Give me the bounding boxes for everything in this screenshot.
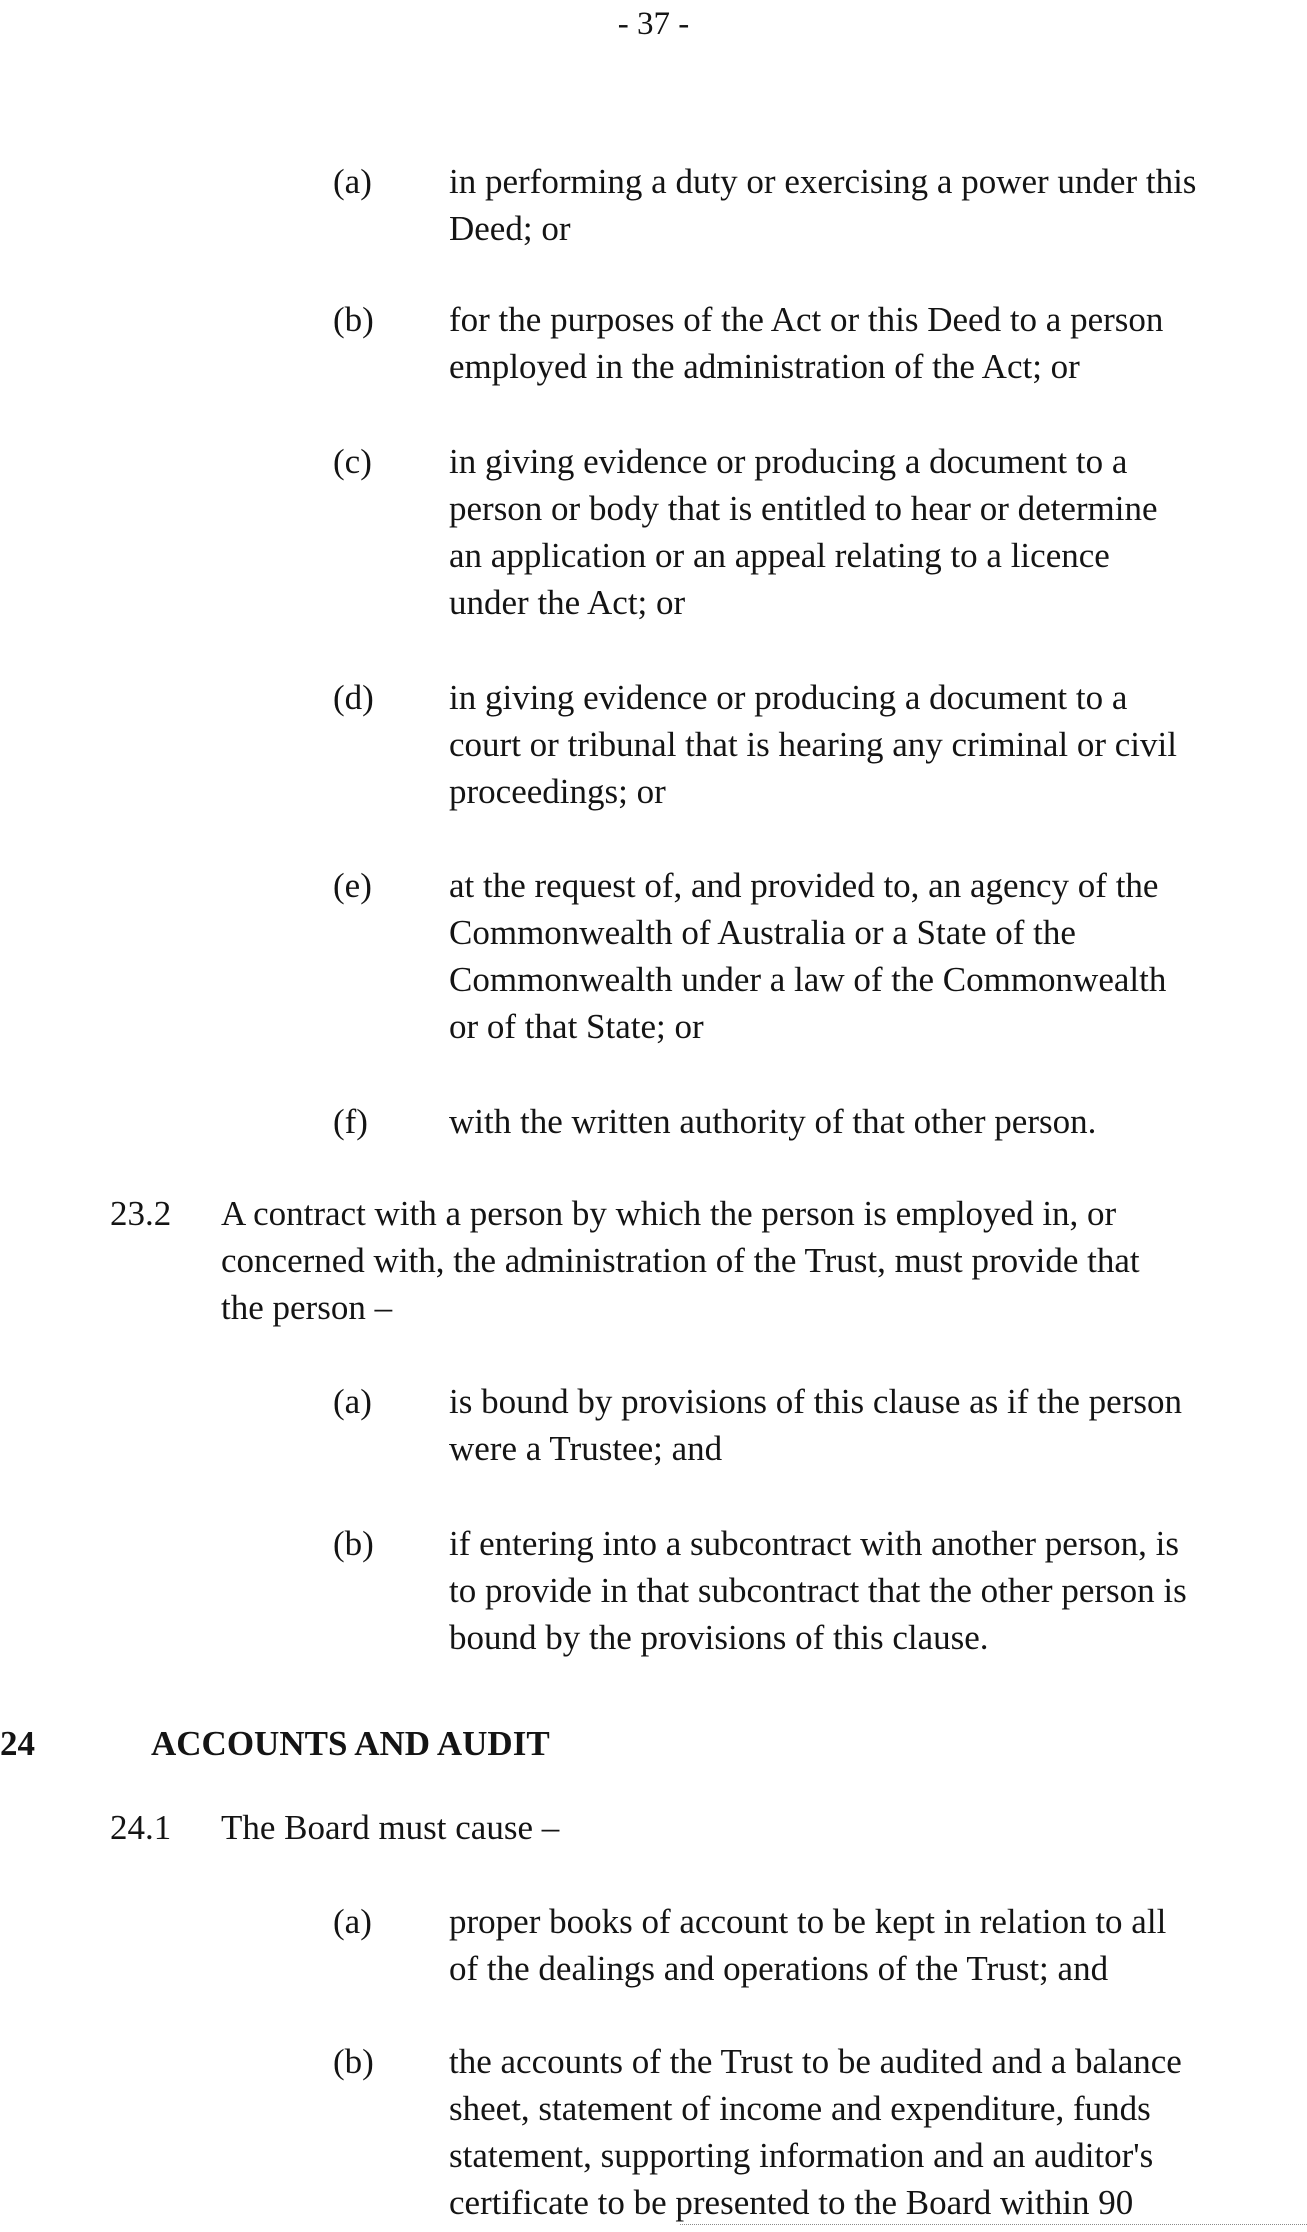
subclause-label: (b) [333,1524,374,1563]
text-line: certificate to be presented to the Board within 90 [449,2183,1134,2222]
subclause-text [449,1378,1182,1472]
text-line: at the request of, and provided to, an agency of the [449,866,1159,905]
clause-number: 24.1 [110,1808,172,1847]
text-line: the person – [221,1288,393,1327]
text-line: A contract with a person by which the person is employed in, or [221,1194,1117,1233]
subclause-text [449,674,1177,815]
subclause-label: (c) [333,442,372,481]
text-line: employed in the administration of the Act; or [449,347,1080,386]
text-line: The Board must cause – [221,1808,560,1847]
subclause-text [449,438,1158,626]
subclause-label: (b) [333,2042,374,2081]
text-line: statement, supporting information and an auditor's [449,2136,1154,2175]
text-line: the accounts of the Trust to be audited and a balance [449,2042,1182,2081]
text-line: under the Act; or [449,583,686,622]
text-line: proper books of account to be kept in relation to all [449,1902,1167,1941]
text-line: in giving evidence or producing a document to a [449,442,1128,481]
text-line: concerned with, the administration of the Trust, must provide that [221,1241,1140,1280]
subclause-text [449,862,1166,1050]
page-number: - 37 - [617,6,690,42]
text-line: bound by the provisions of this clause. [449,1618,989,1657]
subclause-label: (b) [333,300,374,339]
subclause-text [449,296,1163,390]
text-line: court or tribunal that is hearing any criminal or civil [449,725,1177,764]
text-line: with the written authority of that other person. [449,1102,1097,1141]
text-line: in performing a duty or exercising a power under this [449,162,1197,201]
text-line: of the dealings and operations of the Trust; and [449,1949,1109,1988]
subclause-text [449,1898,1166,1992]
subclause-label: (a) [333,1902,372,1941]
clause-text [221,1804,559,1851]
text-line: sheet, statement of income and expenditure, funds [449,2089,1151,2128]
text-line: an application or an appeal relating to a licence [449,536,1110,575]
text-line: person or body that is entitled to hear or determine [449,489,1158,528]
subclause-label: (e) [333,866,372,905]
text-line: to provide in that subcontract that the other person is [449,1571,1187,1610]
clause-text [221,1190,1140,1331]
text-line: Commonwealth under a law of the Commonwealth [449,960,1167,999]
subclause-label: (f) [333,1102,368,1141]
subclause-text [449,158,1196,252]
section-number: 24 [0,1724,35,1763]
subclause-text [449,1520,1187,1661]
text-line: were a Trustee; and [449,1429,723,1468]
text-line: if entering into a subcontract with another person, is [449,1524,1179,1563]
bottom-dotted-rule [680,2224,1307,2225]
text-line: is bound by provisions of this clause as if the person [449,1382,1182,1421]
text-line: for the purposes of the Act or this Deed to a person [449,300,1164,339]
clause-number: 23.2 [110,1194,172,1233]
text-line: Commonwealth of Australia or a State of the [449,913,1076,952]
text-line: Deed; or [449,209,571,248]
text-line: in giving evidence or producing a document to a [449,678,1128,717]
subclause-label: (a) [333,162,372,201]
text-line: proceedings; or [449,772,666,811]
section-title: ACCOUNTS AND AUDIT [151,1724,550,1763]
subclause-label: (d) [333,678,374,717]
subclause-label: (a) [333,1382,372,1421]
subclause-text [449,2038,1182,2226]
text-line: or of that State; or [449,1007,704,1046]
subclause-text [449,1098,1096,1145]
